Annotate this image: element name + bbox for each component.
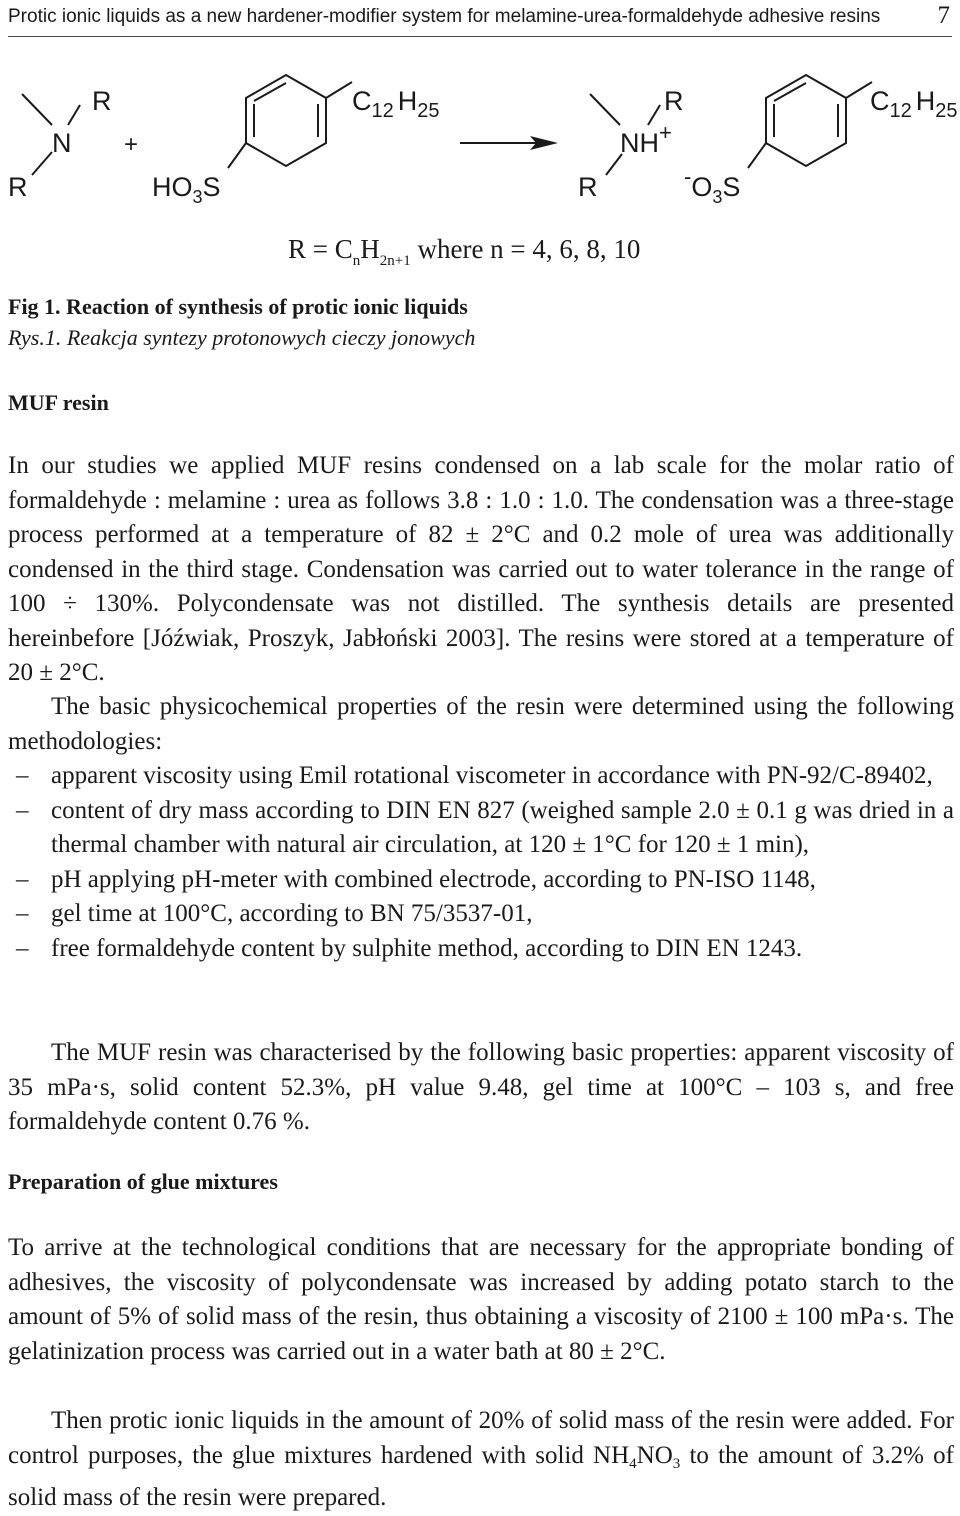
list-item: – gel time at 100°C, according to BN 75/3537-01, <box>8 897 954 932</box>
dash-bullet: – <box>16 900 29 927</box>
methods-list <box>8 759 954 966</box>
nh-plus-label: NH+ <box>620 120 672 158</box>
list-item: – pH applying pH-meter with combined electrode, according to PN-ISO 1148, <box>8 863 954 898</box>
reaction-arrow <box>460 136 558 150</box>
reaction-scheme <box>0 60 960 220</box>
list-item: – content of dry mass according to DIN EN 827 (weighed sample 2.0 ± 0.1 g was dried in a thermal chamber with natural air circulation, at 120 ± 1°C for 120 ± 1 min), <box>8 794 954 863</box>
o3s-label: $^-O_3S$ <box>684 164 741 207</box>
r-label: R <box>92 86 112 116</box>
r-label: R <box>664 86 684 116</box>
page-number: 7 <box>937 2 950 29</box>
dash-bullet: – <box>16 934 29 962</box>
plus-sign: + <box>124 131 139 158</box>
dash-bullet: – <box>16 865 29 893</box>
c12h25-label: $C_{12}$ $H_{25}$ <box>352 86 440 122</box>
benzene-ring-right <box>748 75 872 168</box>
n-label: N <box>52 128 72 158</box>
dash-bullet: – <box>16 796 29 824</box>
paragraph: To arrive at the technological conditions that are necessary for the appropriate bonding of adhesives, the viscosity of polycondensate was increased by adding potato starch to the amount of 5% of solid mass of the resin, thus obtaining a viscosity of 2100 ± 100 mPa·s. The gelatinization process was carried out in a water bath at 80 ± 2°C. <box>8 1234 954 1365</box>
benzene-ring-left <box>228 75 352 168</box>
c12h25-label: $C_{12}$ $H_{25}$ <box>870 86 958 122</box>
running-title: Protic ionic liquids as a new hardener-modifier system for melamine-urea-formaldehyde adhesive resins <box>8 6 881 27</box>
paragraph: Then protic ionic liquids in the amount of 20% of solid mass of the resin were added. For control purposes, the glue mixtures hardened with solid $NH_4NO_3$ to the amount of 3.2% of solid mass of the resin were prepared. <box>8 1407 955 1511</box>
paragraph: The basic physicochemical properties of the resin were determined using the following methodologies: <box>8 693 954 755</box>
figure-caption: Fig 1. Reaction of synthesis of protic ionic liquids <box>8 294 468 319</box>
paragraph: In our studies we applied MUF resins condensed on a lab scale for the molar ratio of formaldehyde : melamine : urea as follows 3.8 : 1.0 : 1.0. The condensation was a three-stage process performed at a temperature of 82 ± 2°C and 0.2 mole of urea was additionally condensed in the third stage. Condensation was carried out to water tolerance in the range of 100 ÷ 130%. Polycondensate was not distilled. The synthesis details are presented hereinbefore [Jóźwiak, Proszyk, Jabłoński 2003]. The resins were stored at a temperature of 20 ± 2°C. <box>8 452 954 686</box>
running-header <box>8 2 952 37</box>
list-item: – free formaldehyde content by sulphite method, according to DIN EN 1243. <box>8 932 954 967</box>
r-definition: $R = C_nH_{2n+1}$ where n = 4, 6, 8, 10 <box>288 234 641 269</box>
dash-bullet: – <box>16 762 29 789</box>
ho3s-label: $HO_3S$ <box>152 172 221 207</box>
section-heading-glue: Preparation of glue mixtures <box>8 1169 278 1194</box>
figure-caption-polish: Rys.1. Reakcja syntezy protonowych cieczy jonowych <box>8 325 476 350</box>
r-label: R <box>578 172 598 202</box>
r-label: R <box>8 172 28 202</box>
list-item: – apparent viscosity using Emil rotational viscometer in accordance with PN-92/C-89402, <box>8 759 954 794</box>
section-heading-muf: MUF resin <box>8 390 109 415</box>
paragraph: The MUF resin was characterised by the following basic properties: apparent viscosity of 35 mPa·s, solid content 52.3%, pH value 9.48, gel time at 100°C – 103 s, and free formaldehyde content 0.76 %. <box>8 1039 954 1135</box>
